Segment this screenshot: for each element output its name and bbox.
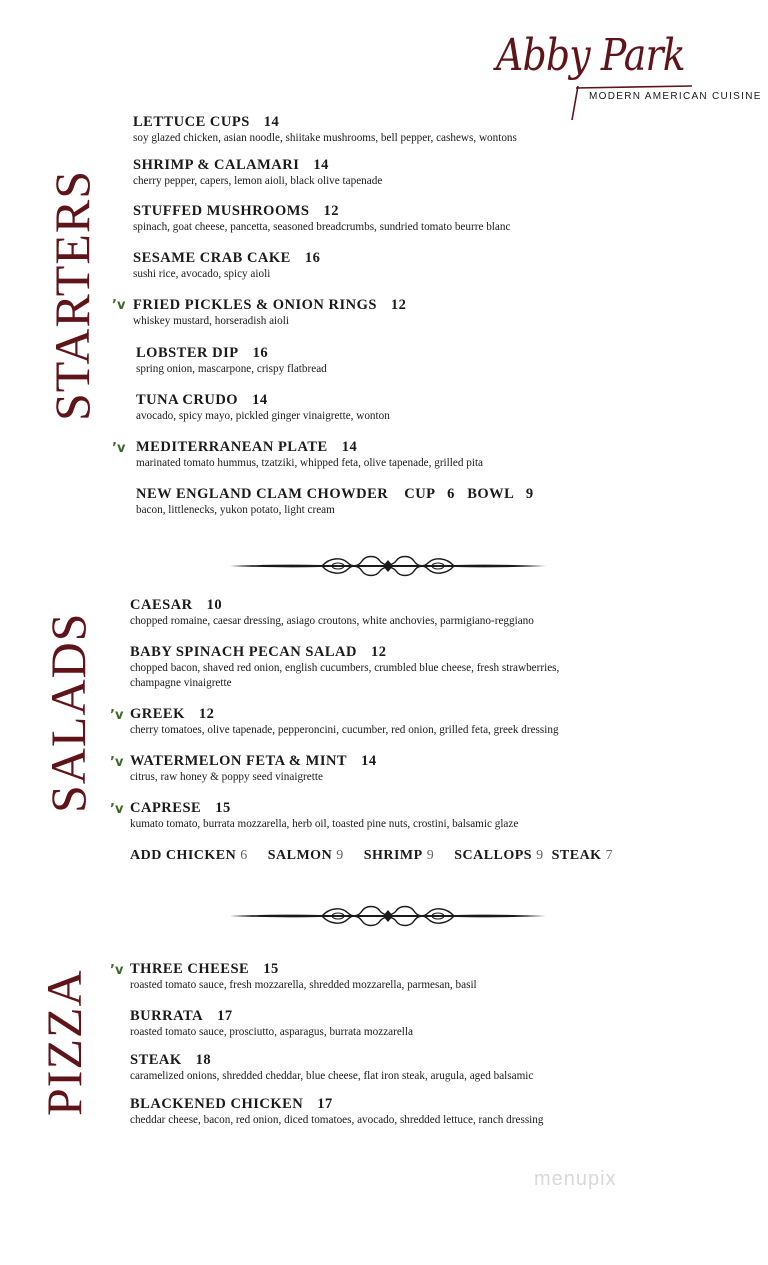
- item-price: 14: [252, 392, 268, 408]
- item-name: MEDITERRANEAN PLATE: [136, 439, 328, 455]
- addon-price: 9: [536, 848, 544, 863]
- section-title-starters: STARTERS: [44, 169, 100, 421]
- ornamental-divider: [230, 555, 546, 577]
- menu-item: [136, 486, 534, 518]
- item-price: 12: [370, 644, 387, 660]
- item-price: 18: [195, 1052, 212, 1068]
- addon-label: SHRIMP: [363, 848, 423, 863]
- item-description: cherry tomatoes, olive tapenade, pepperoncini, cucumber, red onion, grilled feta, greek dressing: [130, 724, 559, 736]
- item-name: STUFFED MUSHROOMS: [133, 203, 310, 219]
- item-description: chopped romaine, caesar dressing, asiago croutons, white anchovies, parmigiano-reggiano: [130, 615, 534, 627]
- item-name: SHRIMP & CALAMARI: [133, 157, 300, 173]
- menu-item: [136, 439, 483, 471]
- menu-item: [130, 1008, 413, 1040]
- addon-price: 9: [426, 848, 435, 863]
- item-description: spinach, goat cheese, pancetta, seasoned breadcrumbs, sundried tomato beurre blanc: [133, 221, 511, 233]
- menu-item: [130, 597, 534, 629]
- menu-item: [130, 1096, 543, 1128]
- menu-item: [133, 250, 320, 282]
- item-description: bacon, littlenecks, yukon potato, light cream: [136, 504, 335, 516]
- item-description: whiskey mustard, horseradish aioli: [133, 315, 289, 327]
- item-description: citrus, raw honey & poppy seed vinaigrette: [130, 771, 323, 783]
- item-price: 15: [263, 961, 279, 977]
- item-name: BABY SPINACH PECAN SALAD: [130, 644, 357, 660]
- item-description: marinated tomato hummus, tzatziki, whipped feta, olive tapenade, grilled pita: [136, 457, 484, 469]
- menu-item: [130, 800, 518, 832]
- menu-item: [136, 392, 390, 424]
- menu-item: [133, 203, 510, 235]
- item-description: roasted tomato sauce, fresh mozzarella, shredded mozzarella, parmesan, basil: [130, 979, 477, 991]
- logo-wordmark: Abby Park: [496, 30, 685, 81]
- menu-item: [136, 345, 327, 377]
- item-description: cheddar cheese, bacon, red onion, diced tomatoes, avocado, shredded lettuce, ranch dressing: [130, 1114, 544, 1126]
- item-description: cherry pepper, capers, lemon aioli, black olive tapenade: [133, 175, 383, 187]
- item-description: roasted tomato sauce, prosciutto, asparagus, burrata mozzarella: [130, 1026, 413, 1038]
- item-price: 17: [217, 1008, 233, 1024]
- salad-addons: [130, 848, 633, 864]
- item-name: THREE CHEESE: [130, 961, 250, 977]
- item-description-continued: champagne vinaigrette: [130, 677, 232, 689]
- item-description: caramelized onions, shredded cheddar, blue cheese, flat iron steak, arugula, aged balsamic: [130, 1070, 534, 1082]
- menu-item: [133, 114, 517, 146]
- item-price: 16: [252, 345, 269, 361]
- addon-price: 7: [605, 848, 614, 863]
- leaf-icon: ’v: [110, 755, 124, 770]
- item-price: 15: [215, 800, 231, 816]
- item-description: kumato tomato, burrata mozzarella, herb oil, toasted pine nuts, crostini, balsamic glaze: [130, 818, 519, 830]
- menu-item: [130, 753, 377, 785]
- item-price: 12: [198, 706, 215, 722]
- item-description: sushi rice, avocado, spicy aioli: [133, 268, 271, 280]
- item-name: WATERMELON FETA & MINT: [130, 753, 348, 769]
- menu-item: [133, 157, 382, 189]
- item-name: STEAK: [130, 1052, 182, 1068]
- item-price: 14: [361, 753, 377, 769]
- item-name: LETTUCE CUPS: [133, 114, 250, 130]
- item-price: CUP 6 BOWL 9: [404, 486, 534, 502]
- leaf-icon: ’v: [112, 441, 126, 456]
- menu-item: [130, 706, 559, 738]
- item-price: 17: [317, 1096, 333, 1112]
- menu-item: [130, 1052, 533, 1084]
- leaf-icon: ’v: [112, 298, 126, 313]
- item-description: avocado, spicy mayo, pickled ginger vinaigrette, wonton: [136, 410, 390, 422]
- menu-item: [133, 297, 406, 329]
- item-name: LOBSTER DIP: [136, 345, 239, 361]
- item-name: FRIED PICKLES & ONION RINGS: [133, 297, 377, 313]
- addon-price: 6: [240, 848, 248, 863]
- item-price: 10: [206, 597, 223, 613]
- item-description: spring onion, mascarpone, crispy flatbread: [136, 363, 327, 375]
- watermark: menupix: [534, 1168, 617, 1190]
- addon-label: ADD CHICKEN: [130, 848, 237, 863]
- logo-tagline: MODERN AMERICAN CUISINE: [589, 91, 762, 102]
- restaurant-logo: [496, 22, 762, 118]
- item-price: 14: [341, 439, 358, 455]
- leaf-icon: ’v: [110, 963, 124, 978]
- addon-label: SCALLOPS: [454, 848, 533, 863]
- item-name: BLACKENED CHICKEN: [130, 1096, 304, 1112]
- menu-item: [130, 644, 559, 691]
- item-name: BURRATA: [130, 1008, 204, 1024]
- leaf-icon: ’v: [110, 708, 124, 723]
- section-title-pizza: PIZZA: [36, 969, 92, 1116]
- item-name: CAPRESE: [130, 800, 202, 816]
- item-price: 14: [313, 157, 329, 173]
- ornamental-divider: [230, 905, 546, 927]
- addon-label: SALMON: [267, 848, 333, 863]
- item-name: NEW ENGLAND CLAM CHOWDER: [136, 486, 389, 502]
- item-name: CAESAR: [130, 597, 193, 613]
- item-name: SESAME CRAB CAKE: [133, 250, 291, 266]
- logo-flourish: [496, 82, 752, 122]
- menu-item: [130, 961, 477, 993]
- addon-label: STEAK: [551, 848, 602, 863]
- section-title-salads: SALADS: [40, 612, 96, 813]
- item-name: GREEK: [130, 706, 185, 722]
- item-name: TUNA CRUDO: [136, 392, 239, 408]
- addon-price: 9: [336, 848, 344, 863]
- item-description: soy glazed chicken, asian noodle, shiitake mushrooms, bell pepper, cashews, wontons: [133, 132, 517, 144]
- item-price: 12: [323, 203, 339, 219]
- item-price: 16: [304, 250, 321, 266]
- item-price: 12: [390, 297, 407, 313]
- item-description: chopped bacon, shaved red onion, english cucumbers, crumbled blue cheese, fresh strawberries,: [130, 662, 560, 674]
- item-price: 14: [263, 114, 280, 130]
- leaf-icon: ’v: [110, 802, 124, 817]
